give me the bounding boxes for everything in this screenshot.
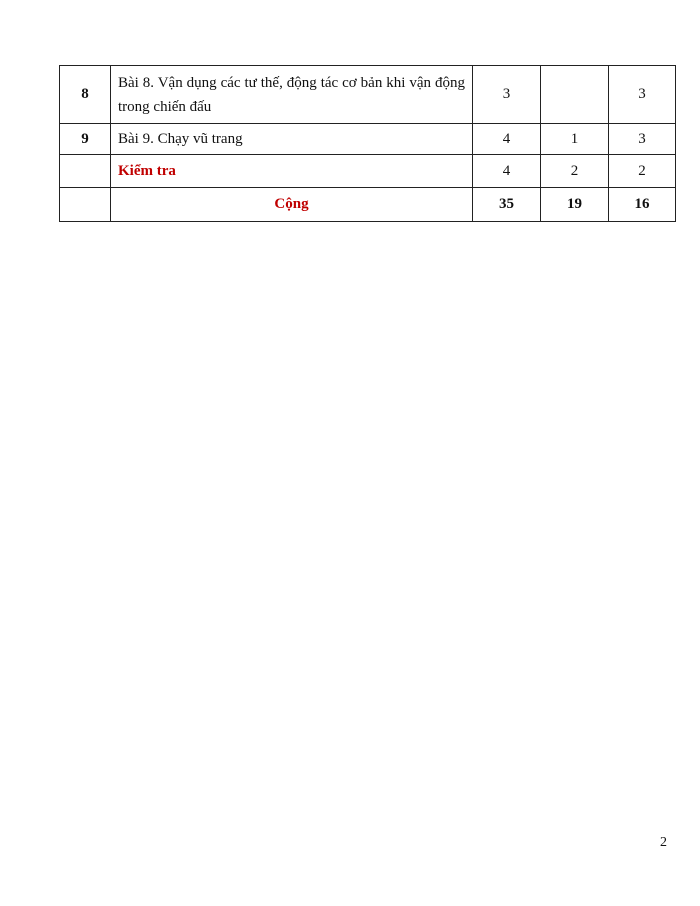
practice-hours: 2 <box>609 155 676 188</box>
total-hours: 3 <box>473 66 541 124</box>
theory-hours: 1 <box>541 124 609 155</box>
table-row <box>60 66 676 124</box>
practice-hours: 3 <box>609 124 676 155</box>
row-number <box>60 155 111 188</box>
row-number: 9 <box>60 124 111 155</box>
theory-hours <box>541 66 609 124</box>
total-label: Cộng <box>111 188 473 222</box>
lesson-name: Bài 8. Vận dụng các tư thế, động tác cơ bản khi vận động trong chiến đấu <box>111 66 473 124</box>
page-number: 2 <box>660 835 667 850</box>
lesson-name: Bài 9. Chạy vũ trang <box>111 124 473 155</box>
table-row <box>60 155 676 188</box>
practice-hours: 3 <box>609 66 676 124</box>
total-row <box>60 188 676 222</box>
empty-cell <box>60 188 111 222</box>
theory-hours: 2 <box>541 155 609 188</box>
practice-hours-sum: 16 <box>609 188 676 222</box>
curriculum-table <box>59 65 676 222</box>
table-row <box>60 124 676 155</box>
exam-label: Kiểm tra <box>111 155 473 188</box>
row-number: 8 <box>60 66 111 124</box>
theory-hours-sum: 19 <box>541 188 609 222</box>
total-hours-sum: 35 <box>473 188 541 222</box>
total-hours: 4 <box>473 124 541 155</box>
total-hours: 4 <box>473 155 541 188</box>
